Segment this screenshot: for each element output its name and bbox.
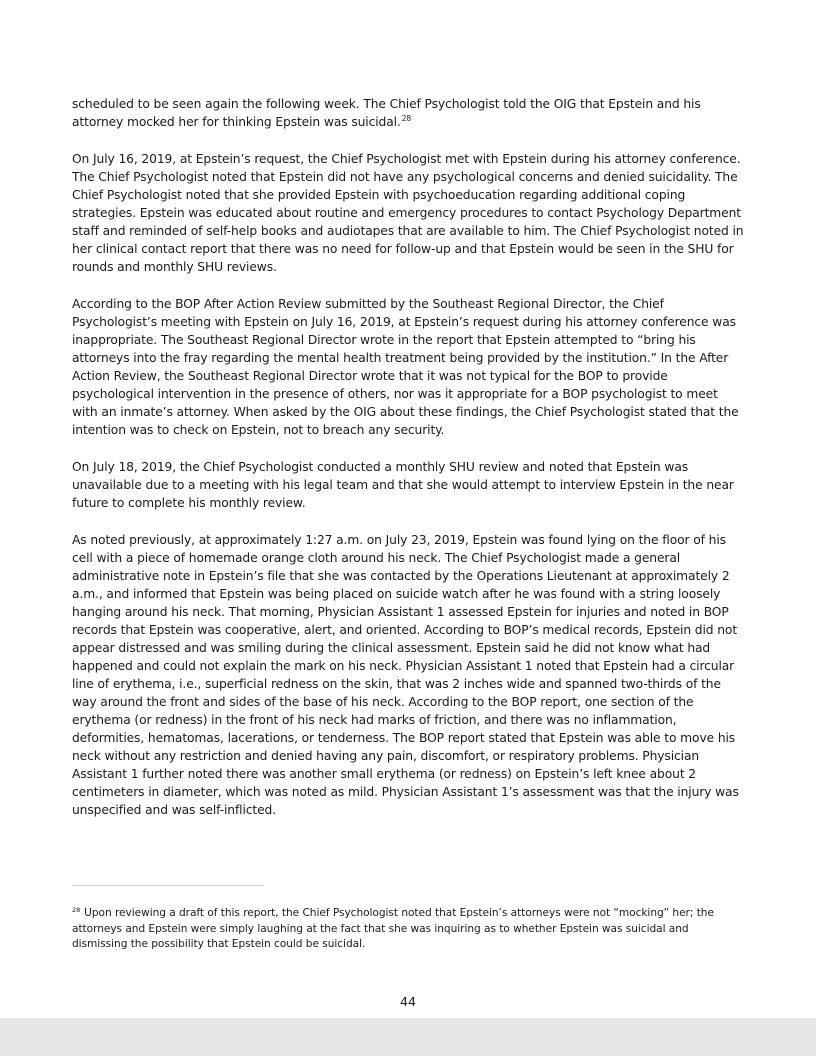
footnote-divider xyxy=(72,885,264,886)
page-number: 44 xyxy=(400,994,416,1009)
paragraph: According to the BOP After Action Review submitted by the Southeast Regional Director, the Chief Psychologist’s meeting with Epstein on July 16, 2019, at Epstein’s request during his attorney conference was inappropriate. The Southeast Regional Director wrote in the report that Epstein attempted to “bring his attorneys into the fray regarding the mental health treatment being provided by the institution.” In the After Action Review, the Southeast Regional Director wrote that it was not typical for the BOP to provide psychological intervention in the presence of others, nor was it appropriate for a BOP psychologist to meet with an inmate’s attorney. When asked by the OIG about these findings, the Chief Psychologist stated that the intention was to check on Epstein, not to breach any security. xyxy=(72,297,739,437)
footnote-text: Upon reviewing a draft of this report, the Chief Psychologist noted that Epstein’s attorneys were not “mocking” her; the attorneys and Epstein were simply laughing at the fact that she was inquiring as to whether Epstein was suicidal and dismissing the possibility that Epstein could be suicidal. xyxy=(72,907,714,950)
paragraph: As noted previously, at approximately 1:27 a.m. on July 23, 2019, Epstein was found lying on the floor of his cell with a piece of homemade orange cloth around his neck. The Chief Psychologist made a general administrative note in Epstein’s file that she was contacted by the Operations Lieutenant at approximately 2 a.m., and informed that Epstein was being placed on suicide watch after he was found with a string loosely hanging around his neck. That morning, Physician Assistant 1 assessed Epstein for injuries and noted in BOP records that Epstein was cooperative, alert, and oriented. According to BOP’s medical records, Epstein did not appear distressed and was smiling during the clinical assessment. Epstein said he did not know what had happened and could not explain the mark on his neck. Physician Assistant 1 noted that Epstein had a circular line of erythema, i.e., superficial redness on the skin, that was 2 inches wide and spanned two-thirds of the way around the front and sides of the base of his neck. According to the BOP report, one section of the erythema (or redness) in the front of his neck had marks of friction, and there was no inflammation, deformities, hematomas, lacerations, or tenderness. The BOP report stated that Epstein was able to move his neck without any restriction and denied having any pain, discomfort, or respiratory problems. Physician Assistant 1 further noted there was another small erythema (or redness) on Epstein’s left knee about 2 centimeters in diameter, which was noted as mild. Physician Assistant 1’s assessment was that the injury was unspecified and was self-inflicted. xyxy=(72,533,739,817)
paragraph xyxy=(72,95,746,131)
footnote-number: 28 xyxy=(72,906,81,914)
paragraph-text: scheduled to be seen again the following week. The Chief Psychologist told the OIG that Epstein and his attorney mocked her for thinking Epstein was suicidal. xyxy=(72,97,701,129)
footnote xyxy=(72,906,746,953)
paragraph: On July 16, 2019, at Epstein’s request, the Chief Psychologist met with Epstein during his attorney conference. The Chief Psychologist noted that Epstein did not have any psychological concerns and denied suicidality. The Chief Psychologist noted that she provided Epstein with psychoeducation regarding additional coping strategies. Epstein was educated about routine and emergency procedures to contact Psychology Department staff and reminded of self-help books and audiotapes that are available to him. The Chief Psychologist noted in her clinical contact report that there was no need for follow-up and that Epstein would be seen in the SHU for rounds and monthly SHU reviews. xyxy=(72,152,744,274)
paragraph: On July 18, 2019, the Chief Psychologist conducted a monthly SHU review and noted that Epstein was unavailable due to a meeting with his legal team and that she would attempt to interview Epstein in the near future to complete his monthly review. xyxy=(72,460,734,510)
footnote-reference[interactable]: 28 xyxy=(401,114,412,123)
body-text xyxy=(72,95,746,838)
